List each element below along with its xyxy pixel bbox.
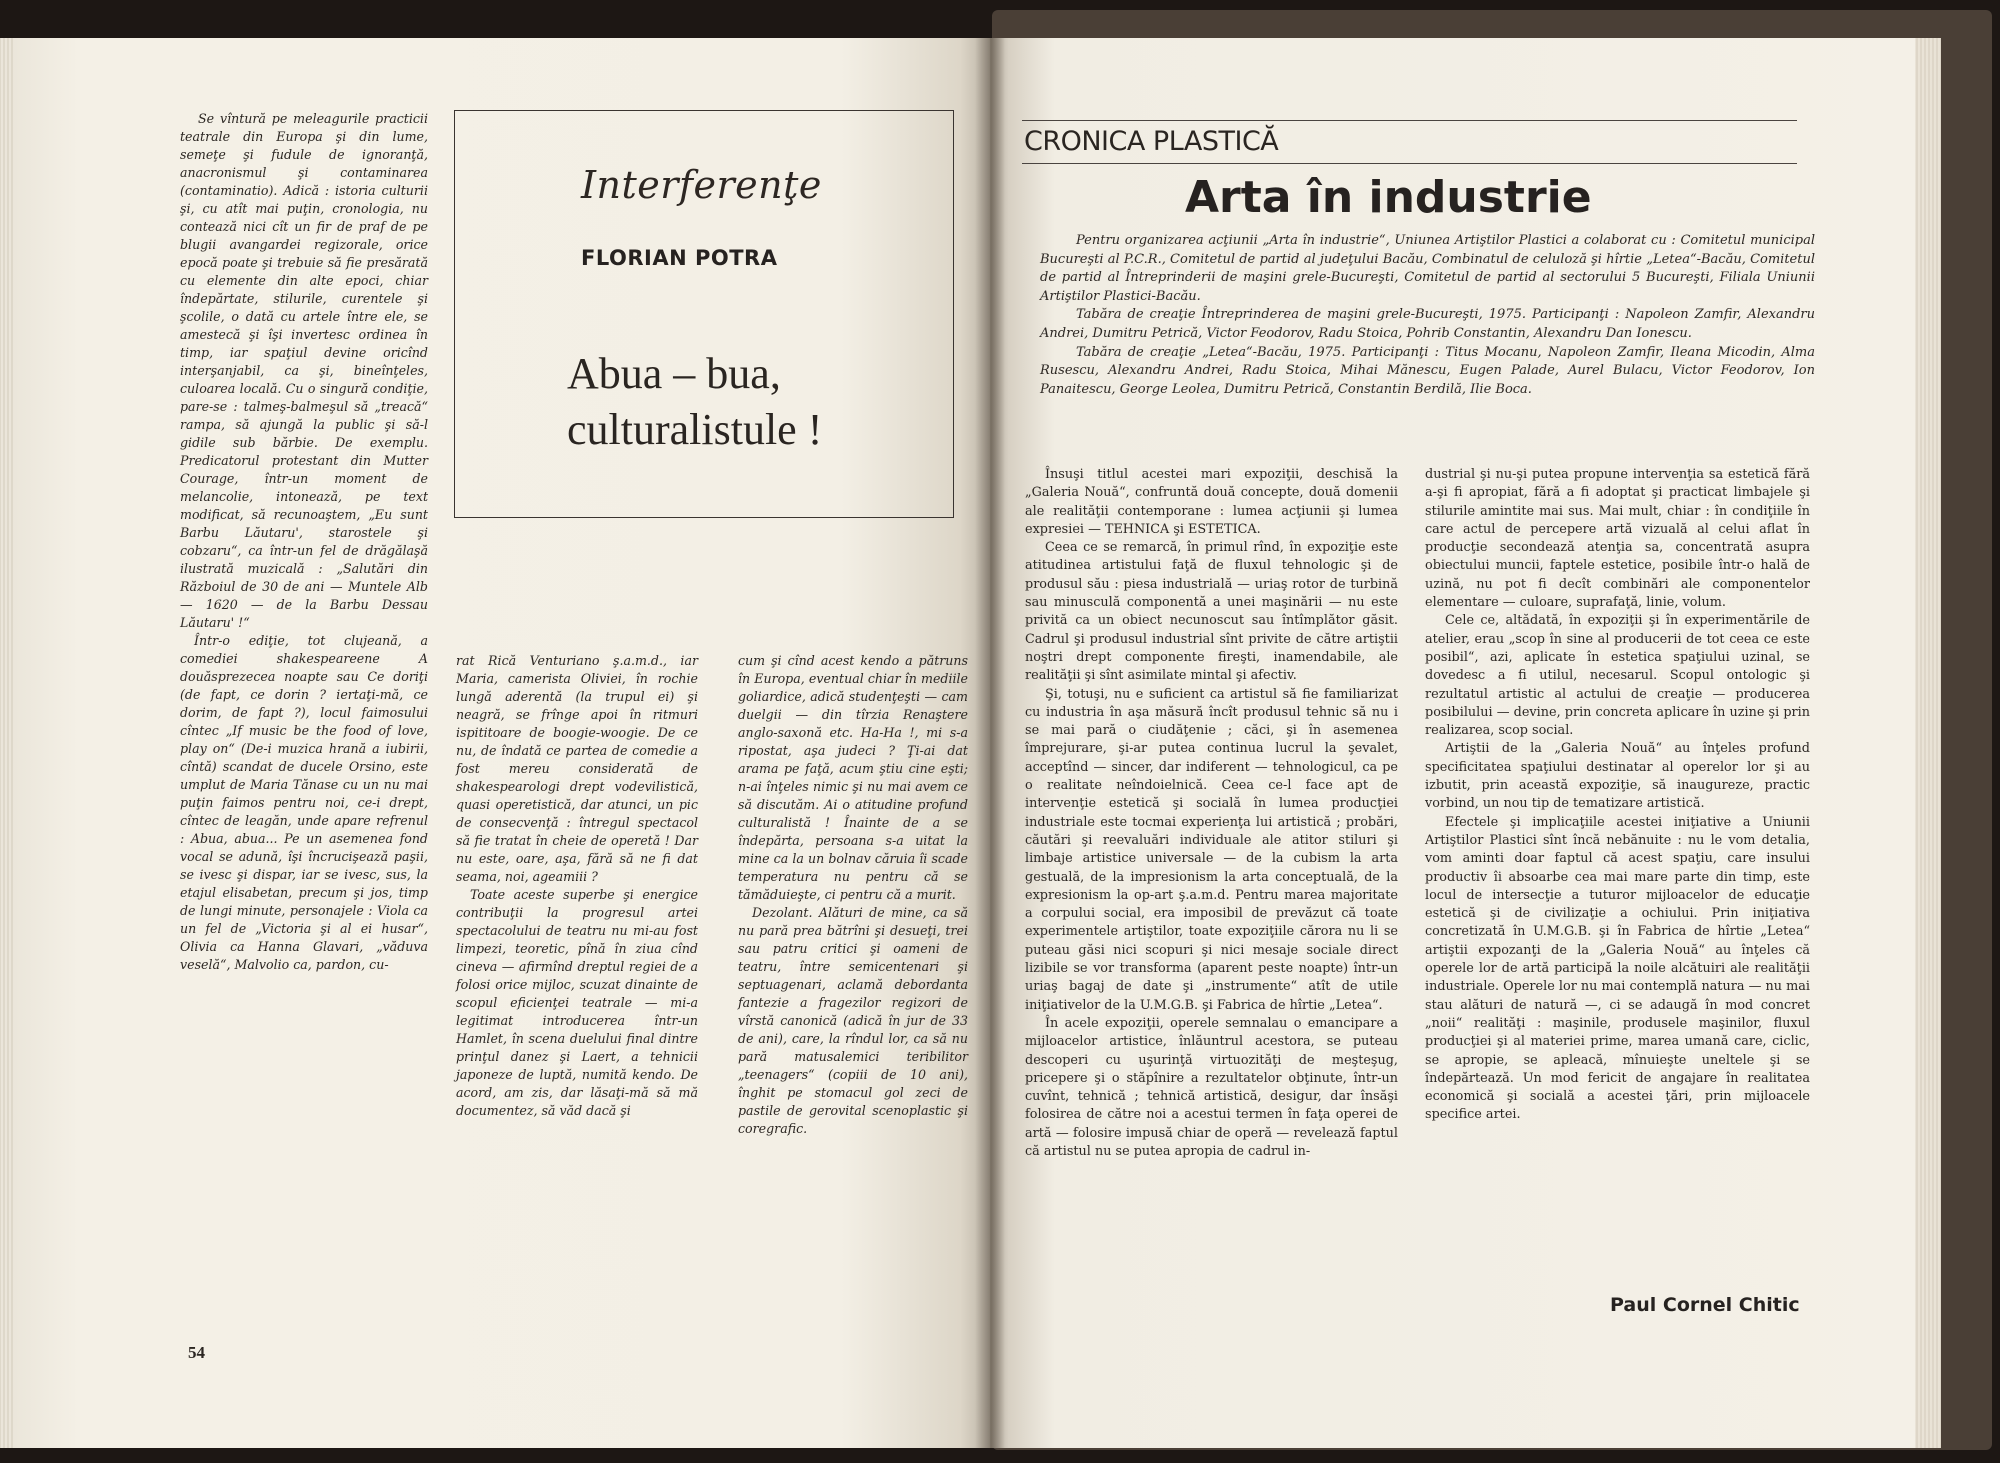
paragraph: Toate aceste superbe şi energice contribuţii la progresul artei spectacolului de teatru nu mi-au fost limpezi, teoretic, pînă în ziua cînd cineva — afirmînd dreptul regiei de a folosi orice mijloc, scuzat dinainte de scopul eficienţei teatrale — mi-a legitimat introducerea într-un Hamlet, în scena duelului final dintre prinţul danez şi Laert, a tehnicii japoneze de luptă, numită kendo. De acord, am zis, dar lăsaţi-mă să mă documentez, să văd dacă şi [456,887,698,1118]
headline-line-1: Abua – bua, [567,349,781,398]
right-column-1 [1025,466,1398,1161]
article-title-box [454,110,954,518]
right-column-2 [1425,466,1810,1125]
paragraph: Şi, totuşi, nu e suficient ca artistul să fie familiarizat cu industria în aşa măsură încît produsul tehnic să nu i se mai pară o ciudăţenie ; căci, şi în asemenea împrejurare, şi-ar putea continua lucrul la şevalet, acceptînd — sincer, dar indiferent — tehnologicul, ca pe o realitate neîndoielnică. Ceea ce-l face apt de intervenţie estetică şi socială în lumea producţiei industriale este tocmai experienţa lui artistică ; probări, căutări şi reevaluări individuale ale atitor stiluri şi limbaje artistice universale — de la cubism la arta gestuală, de la impresionism la arta conceptuală, de la expresionism la op-art ş.a.m.d. Pentru marea majoritate a corpului social, era imposibil de prevăzut că toate experimentele artiştilor, toate expoziţiile cărora nu li se puteau găsi nici scopuri şi nici mesaje sociale direct lizibile se vor transforma (aparent peste noapte) într-un uriaş bagaj de date şi „instrumente“ atît de utile iniţiativelor de la U.M.G.B. şi Fabrica de hîrtie „Letea“. [1025,686,1398,1013]
paragraph: Efectele şi implicaţiile acestei iniţiative a Uniunii Artiştilor Plastici sînt încă nebănuite : nu le vom detalia, vom aminti doar faptul că acest spaţiu, care insului productiv îi absoarbe cea mai mare parte din timp, este locul de intersecţie a tuturor mijloacelor de educaţie estetică şi de civilizaţie a ochiului. Prin iniţiativa concretizată în U.M.G.B. şi în Fabrica de hîrtie „Letea“ artiştii expozanţi de la „Galeria Nouă“ au înţeles că operele lor de artă participă la noile alcătuiri ale realităţii industriale. Operele lor nu mai contemplă natura — nu mai stau alături de natură —, ci se adaugă în mod concret „noii“ realităţi : maşinile, produsele maşinilor, fluxul producţiei şi al materiei prime, marea umană care, ciclic, se apropie, se apleacă, mînuieşte uneltele şi se îndepărtează. Un mod fericit de angajare în realitatea economică şi socială a acestei ţări, prin mijloacele specifice artei. [1425,814,1810,1123]
page-number: 54 [188,1343,205,1362]
section-rule-top [1022,120,1797,121]
right-page-edge [1915,38,1941,1448]
paragraph: Se vîntură pe meleagurile practicii teatrale din Europa şi din lume, semeţe şi fudule de ignoranţă, anacronismul şi contaminarea (contaminatio). Adică : istoria culturii şi, cu atît mai puţin, cronologia, nu contează nici cît un fir de praf de pe blugii avangardei regizorale, orice epocă poate şi trebuie să fie presărată cu elemente din alte epoci, chiar îndepărtate, stilurile, curentele şi şcolile, o dată cu artele între ele, se amestecă şi îşi invertesc ordinea în timp, iar spaţiul devine oricînd interşanjabil, ca şi, bineînţeles, culoarea locală. Cu o singură condiţie, pare-se : talmeş-balmeşul să „treacă“ rampa, să ajungă la public şi să-l gidile sub bărbie. De exemplu. Predicatorul protestant din Mutter Courage, într-un moment de melancolie, intonează, pe text modificat, să recunoaştem, „Eu sunt Barbu Lăutaru', starostele şi cobzaru“, ca într-un fel de drăgălaşă ilustrată muzicală : „Salutări din Războiul de 30 de ani — Muntele Alb — 1620 — de la Barbu Dessau Lăutaru' !“ [180,111,428,630]
book-gutter [975,38,1005,1448]
article-credits [1040,232,1815,399]
paragraph: Într-o ediţie, tot clujeană, a comediei shakespeareene A douăsprezecea noapte sau Ce doriţi (de fapt, ce dorin ? iertaţi-mă, ce dorim, de fapt ?), locul faimosului cîntec „If music be the food of love, play on“ (De-i muzica hrană a iubirii, cîntă) scandat de ducele Orsino, este umplut de Maria Tănase cu un nu mai puţin faimos pentru noi, ce-i drept, cîntec de leagăn, unde apare refrenul : Abua, abua... Pe un asemenea fond vocal se adună, îşi încrucişează paşii, se ivesc şi dispar, iar se ivesc, sus, la etajul elisabetan, precum şi jos, timp de lungi minute, personajele : Viola ca un fel de „Victoria şi al ei husar“, Olivia ca Hanna Glavari, „văduva veselă“, Malvolio ca, pardon, cu- [180,633,428,972]
credits-paragraph: Pentru organizarea acţiunii „Arta în industrie“, Uniunea Artiştilor Plastici a colaborat cu : Comitetul municipal Bucureşti al P.C.R., Comitetul de partid al judeţului Bacău, Combinatul de celuloză şi hîrtie „Letea“-Bacău, Comitetul de partid al Întreprinderii de maşini grele-Bucureşti, Comitetul de partid al sectorului 5 Bucureşti, Filiala Uniunii Artiştilor Plastici-Bacău. [1040,233,1815,304]
left-column-2 [456,652,698,1120]
author-name: FLORIAN POTRA [581,246,778,270]
paragraph: Însuşi titlul acestei mari expoziţii, deschisă la „Galeria Nouă“, confruntă două concepte, două domenii ale realităţii contemporane : lumea acţiunii şi lumea expresiei — TEHNICA şi ESTETICA. [1025,467,1398,537]
article-title: Arta în industrie [1185,172,1592,223]
paragraph: Dezolant. Alături de mine, ca să nu pară prea bătrîni şi desueţi, trei sau patru critici şi oameni de teatru, între semicentenari şi septuagenari, aclamă debordanta fantezie a fragezilor regizori de vîrstă canonică (adică în jur de 33 de ani), care, la rîndul lor, ca să nu pară matusalemici teribilitor „teenagers“ (copiii de 10 ani), înghit pe stomacul gol zeci de pastile de gerovital scenoplastic şi coregrafic. [738,905,968,1136]
section-rule-bottom [1022,163,1797,164]
paragraph: În acele expoziţii, operele semnalau o emancipare a mijloacelor artistice, înlăuntrul acestora, se puteau descoperi cu uşurinţă virtuozităţi de meşteşug, pricepere şi o stăpînire a rezultatelor obţinute, într-un cuvînt, tehnică ; tehnică artistică, desigur, dar însăşi folosirea de către noi a acestui termen în faţa operei de artă — folosire impusă chiar de operă — revelează faptul că artistul nu se putea apropia de cadrul in- [1025,1015,1398,1159]
article-headline [567,346,897,458]
credits-paragraph: Tabăra de creaţie „Letea“-Bacău, 1975. Participanţi : Titus Mocanu, Napoleon Zamfir, Ileana Micodin, Alma Rusescu, Alexandru Andrei, Radu Stoica, Mihai Mănescu, Eugen Palade, Aurel Bulacu, Victor Feodorov, Ion Panaitescu, George Leolea, Dumitru Petrică, Constantin Berdilă, Ilie Boca. [1040,344,1815,397]
paragraph: dustrial şi nu-şi putea propune intervenţia sa estetică fără a-şi fi apropiat, fără a fi adoptat şi practicat limbajele şi stilurile amintite mai sus. Mai mult, chiar : în condiţiile în care actul de percepere artă vizuală al celui aflat în producţie secondează atenţia sa, concentrată asupra obiectului muncii, faptele estetice, posibile într-o hală de uzină, nu pot fi decît combinări ale componentelor elementare — culoare, suprafaţă, linie, volum. [1425,467,1810,611]
paragraph: Artiştii de la „Galeria Nouă“ au înţeles profund specificitatea spaţiului destinatar al operelor lor şi au izbutit, prin această expoziţie, să inaugureze, practic vorbind, un nou tip de tematizare artistică. [1425,741,1810,812]
article-signature: Paul Cornel Chitic [1610,1294,1800,1316]
credits-paragraph: Tabăra de creaţie Întreprinderea de maşini grele-Bucureşti, 1975. Participanţi : Napoleon Zamfir, Alexandru Andrei, Dumitru Petrică, Victor Feodorov, Radu Stoica, Pohrib Constantin, Alexandru Dan Ionescu. [1040,307,1815,341]
paragraph: Cele ce, altădată, în expoziţii şi în experimentările de atelier, erau „scop în sine al producerii de tot ceea ce este posibil“, azi, aplicate în estetica spaţiului uzinal, se dovedesc a fi utilul, necesarul. Scopul ontologic şi rezultatul artistic al actului de creaţie — producerea posibilului — devine, prin concreta aplicare în uzine şi prin realizarea, scop social. [1425,613,1810,739]
column-kicker: Interferenţe [581,163,822,207]
left-column-1 [180,110,428,974]
paragraph: cum şi cînd acest kendo a pătruns în Europa, eventual chiar în mediile goliardice, adică studenţeşti — cam duelgii — din tîrzia Renaştere anglo-saxonă etc. Ha-Ha !, mi s-a ripostat, aşa judeci ? Ţi-ai dat arama pe faţă, acum ştiu cine eşti; n-ai înţeles nimic şi nu mai avem ce să discutăm. Ai o atitudine profund culturalistă ! Înainte de a se îndepărta, persoana s-a uitat la mine ca la un bolnav căruia îi scade temperatura nu pentru că se tămăduieşte, ci pentru că a murit. [738,653,968,902]
headline-line-2: culturalistule ! [567,405,823,454]
left-column-3 [738,652,968,1138]
left-page-edge [0,38,14,1448]
section-title: CRONICA PLASTICĂ [1024,126,1279,157]
paragraph: rat Rică Venturiano ş.a.m.d., iar Maria, camerista Oliviei, în rochie lungă aderentă (la trupul ei) şi neagră, se frînge apoi în ritmuri ispititoare de boogie-woogie. De ce nu, de îndată ce partea de comedie a fost mereu considerată de shakespearologi drept vodevilistică, quasi operetistică, dar atunci, un pic de consecvenţă : întregul spectacol să fie tratat în cheie de operetă ! Dar nu este, oare, aşa, fără să ne fi dat seama, noi, ageamiii ? [456,653,698,884]
paragraph: Ceea ce se remarcă, în primul rînd, în expoziţie este atitudinea artistului faţă de fluxul tehnologic şi de produsul său : piesa industrială — uriaş rotor de turbină sau minusculă componentă a unei maşinării — nu este privită ca un obiect necunoscut sau întîmplător găsit. Cadrul şi produsul industrial sînt privite de către artiştii noştri drept componente fireşti, inamendabile, ale realităţii şi sînt asimilate mintal şi afectiv. [1025,540,1398,684]
